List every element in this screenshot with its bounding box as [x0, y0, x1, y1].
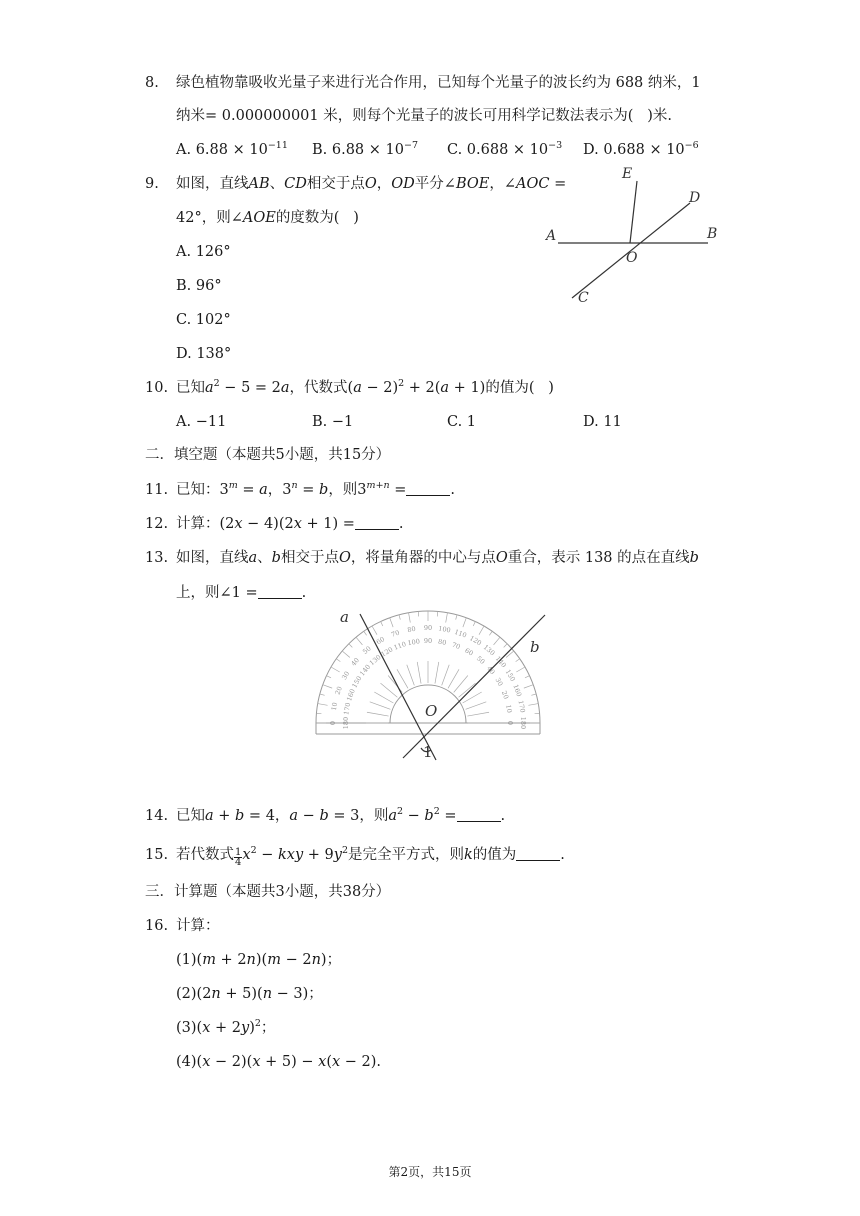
q9-line2: 42°，则∠AOE的度数为( ) — [176, 210, 359, 226]
protractor-tick — [524, 685, 533, 688]
q13-line2: 上，则∠1 = . — [176, 585, 307, 601]
q14-number: 14. — [145, 808, 169, 824]
protractor-outer-label: 180 — [519, 716, 527, 730]
q8-line2: 纳米= 0.000000001 米，则每个光量子的波长可用科学记数法表示为( )米. — [176, 108, 672, 124]
protractor-outer-label: 120 — [468, 634, 483, 648]
q16-text: 计算： — [176, 918, 220, 934]
protractor-tick — [456, 615, 457, 620]
q10-option-a[interactable]: A. −11 — [176, 414, 227, 430]
protractor-ray — [417, 662, 421, 684]
protractor-tick — [336, 659, 340, 662]
protractor-outer-label: 50 — [361, 644, 373, 656]
protractor-tick — [506, 651, 514, 657]
protractor-outer-label: 90 — [423, 624, 433, 632]
protractor-outer-label: 160 — [511, 683, 524, 698]
protractor-outer-label: 70 — [390, 628, 401, 639]
label-a: a — [340, 608, 349, 626]
section-3-heading: 三．计算题（本题共3小题，共38分） — [145, 884, 391, 900]
protractor-outer-label: 80 — [406, 624, 417, 635]
protractor-outer-label: 100 — [437, 624, 452, 635]
protractor-ray — [381, 683, 398, 697]
protractor-inner-label: 150 — [350, 674, 364, 690]
protractor-ray — [448, 669, 459, 688]
protractor-tick — [372, 626, 377, 635]
protractor-tick — [473, 621, 475, 626]
protractor-ray — [454, 676, 468, 693]
protractor-tick — [409, 613, 411, 623]
q16-item-1: (1)(m + 2n)(m − 2n)； — [176, 952, 342, 968]
q14-text: 已知a + b = 4，a − b = 3，则$a^2 - b^2$ = . — [176, 806, 506, 824]
protractor-inner-label: 70 — [450, 640, 462, 652]
q16-item-2: (2)(2n + 5)(n − 3)； — [176, 986, 323, 1002]
protractor-inner-label: 80 — [437, 637, 448, 647]
q13-line1: 如图，直线a、b相交于点O，将量角器的中心与点O重合，表示 138 的点在直线b — [176, 550, 699, 566]
q13-number: 13. — [145, 550, 169, 566]
q9-option-b[interactable]: B. 96° — [176, 278, 222, 294]
protractor-inner-label: 20 — [499, 689, 511, 701]
protractor-ray — [407, 665, 415, 686]
q8-option-d[interactable]: D. $0.688 \times 10^{-6}$ — [583, 140, 699, 158]
q9-line1: 如图，直线AB、CD相交于点O，OD平分∠BOE，∠AOC = — [176, 176, 567, 192]
label-o: O — [425, 702, 438, 720]
protractor-tick — [446, 613, 448, 623]
protractor-tick — [390, 618, 393, 627]
q15-answer-blank[interactable] — [516, 846, 560, 861]
protractor-inner-label: 120 — [379, 645, 395, 659]
protractor-outer-label: 0 — [329, 720, 337, 726]
q16-item-3: $(3)(x + 2y)^2$； — [176, 1018, 276, 1036]
label-d: D — [689, 190, 701, 206]
protractor-tick — [479, 626, 484, 635]
q16-item-4: (4)(x − 2)(x + 5) − x(x − 2). — [176, 1054, 382, 1070]
page-footer: 第2页，共15页 — [388, 1165, 472, 1179]
q10-option-c[interactable]: C. 1 — [447, 414, 477, 430]
protractor-tick — [356, 637, 362, 645]
q9-option-a[interactable]: A. 126° — [176, 244, 231, 260]
protractor-inner-label: 180 — [342, 716, 350, 730]
protractor-outer-label: 10 — [329, 701, 340, 712]
protractor-ray — [459, 683, 476, 697]
protractor-tick — [318, 704, 328, 706]
q9-option-c[interactable]: C. 102° — [176, 312, 231, 328]
q8-line1: 绿色植物靠吸收光量子来进行光合作用，已知每个光量子的波长约为 688 纳米，1 — [176, 75, 701, 91]
protractor-inner-label: 160 — [345, 687, 357, 703]
q12-number: 12. — [145, 516, 169, 532]
protractor-inner-label: 130 — [367, 653, 383, 668]
protractor-tick — [381, 621, 383, 626]
q15-number: 15. — [145, 847, 169, 863]
protractor-tick — [326, 676, 331, 678]
protractor-tick — [494, 637, 500, 645]
q10-option-b[interactable]: B. −1 — [312, 414, 354, 430]
label-c: C — [578, 290, 589, 306]
protractor-tick — [489, 631, 492, 635]
protractor-outer-label: 150 — [503, 668, 517, 683]
q8-number: 8. — [145, 75, 159, 91]
protractor-tick — [323, 685, 332, 688]
q12-text: 计算：(2x − 4)(2x + 1) = . — [176, 516, 404, 532]
q14-answer-blank[interactable] — [457, 807, 501, 822]
protractor-outer-label: 30 — [340, 669, 352, 682]
protractor-inner-label: 0 — [506, 720, 514, 726]
protractor-outer-label: 130 — [481, 643, 497, 658]
protractor-ray — [467, 712, 489, 716]
q15-text: 若代数式 $\frac{1}{4}$ $x^2$ − kxy + $9y^2$是完全平方式，则k的值为 . — [176, 845, 565, 868]
q16-number: 16. — [145, 918, 169, 934]
protractor-outer-label: 20 — [333, 685, 344, 696]
q11-number: 11. — [145, 482, 169, 498]
protractor-tick — [399, 615, 400, 620]
protractor-inner-label: 50 — [474, 654, 487, 666]
q8-option-b[interactable]: B. $6.88 \times 10^{-7}$ — [312, 140, 418, 158]
protractor-tick — [516, 667, 525, 672]
protractor-ray — [463, 692, 482, 703]
protractor-tick — [516, 659, 520, 662]
protractor-ray — [374, 692, 393, 703]
q8-option-c[interactable]: C. $0.688 \times 10^{-3}$ — [447, 140, 563, 158]
label-angle-1: 1 — [423, 743, 433, 761]
q10-option-d[interactable]: D. 11 — [583, 414, 622, 430]
q9-number: 9. — [145, 176, 159, 192]
protractor-tick — [528, 704, 538, 706]
protractor-tick — [342, 651, 350, 657]
protractor-inner-label: 60 — [463, 646, 475, 658]
protractor-tick — [525, 676, 530, 678]
q11-text: 已知：$3^m = a$，$3^n = b$，则$3^{m+n}$ = . — [176, 480, 456, 498]
label-e: E — [622, 166, 633, 182]
protractor-outer-label: 140 — [493, 654, 508, 670]
protractor-tick — [349, 644, 353, 648]
protractor-tick — [504, 644, 508, 648]
protractor-outer-label: 170 — [516, 699, 527, 714]
protractor-tick — [463, 618, 466, 627]
protractor-inner-label: 40 — [485, 664, 497, 677]
label-o: O — [626, 250, 638, 266]
protractor-ray — [370, 702, 391, 710]
protractor-inner-label: 140 — [358, 662, 373, 678]
protractor-outer-label: 40 — [349, 656, 361, 668]
protractor-ray — [466, 702, 487, 710]
protractor-inner-label: 170 — [342, 701, 353, 716]
protractor-ray — [397, 669, 408, 688]
protractor-ray — [388, 676, 402, 693]
protractor-ray — [367, 712, 389, 716]
q8-option-a[interactable]: A. $6.88 \times 10^{-11}$ — [176, 140, 288, 158]
protractor-ray — [435, 662, 439, 684]
label-a: A — [546, 228, 557, 244]
q9-option-d[interactable]: D. 138° — [176, 346, 232, 362]
protractor-tick — [531, 694, 536, 695]
protractor-inner-label: 10 — [504, 703, 514, 714]
q10-stem: 已知$a^2 - 5 = 2a$，代数式$(a - 2)^2 + 2(a + 1)$的值为( ) — [176, 378, 554, 396]
protractor-outer-label: 60 — [374, 635, 387, 647]
protractor-inner-label: 30 — [493, 676, 505, 688]
label-b: b — [530, 638, 540, 656]
protractor-ray — [442, 665, 450, 686]
protractor-outer-label: 110 — [453, 627, 468, 640]
protractor-tick — [320, 694, 325, 695]
protractor-tick — [331, 667, 340, 672]
protractor-inner-label: 90 — [423, 637, 433, 645]
q10-number: 10. — [145, 380, 169, 396]
label-b: B — [707, 226, 718, 242]
protractor-inner-label: 100 — [406, 637, 421, 648]
section-2-heading: 二．填空题（本题共5小题，共15分） — [145, 447, 391, 463]
protractor-inner-label: 110 — [392, 640, 408, 652]
protractor-tick — [364, 631, 367, 635]
